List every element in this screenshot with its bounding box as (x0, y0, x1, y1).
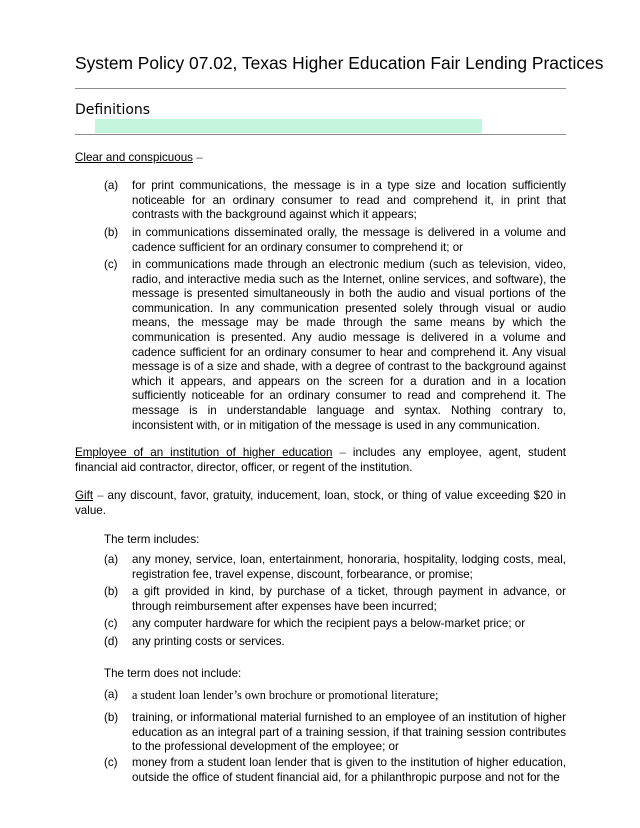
list-item-text: money from a student loan lender that is given to the institution of higher education, outside the office of student financial aid, for a philanthropic purpose and not for the (132, 756, 566, 784)
list-item-text: for print communications, the message is in a type size and location sufficiently noticeable for an ordinary consumer to read and comprehend it, in print that contrasts with the background against which it appears; (132, 179, 566, 222)
list-item-text: any money, service, loan, entertainment, honoraria, hospitality, lodging costs, meal, registration fee, travel expense, discount, forbearance, or promise; (132, 553, 566, 581)
document-title: System Policy 07.02, Texas Higher Education Fair Lending Practices (75, 53, 604, 73)
list-item-label: (b) (104, 711, 119, 724)
definition-text: includes any employee, agent, student financial aid contractor, director, officer, or regent of the institution. (75, 446, 567, 474)
list-item-label: (a) (104, 179, 119, 192)
includes-intro: The term includes: (104, 533, 200, 546)
title-divider (75, 88, 566, 89)
definition-employee (75, 446, 566, 475)
list-item-label: (c) (104, 617, 118, 630)
text-highlight-band (95, 119, 482, 133)
definition-term: Gift (75, 489, 94, 502)
list-item-text: a student loan lender’s own brochure or promotional literature; (132, 688, 439, 702)
definition-clear-and-conspicuous (75, 151, 566, 166)
section-divider (75, 134, 566, 135)
list-item-label: (d) (104, 635, 119, 648)
list-item-label: (c) (104, 258, 118, 271)
list-item-text: a gift provided in kind, by purchase of a ticket, through payment in advance, or through reimbursement after expenses have been incurred; (132, 585, 566, 613)
section-heading: Definitions (75, 102, 151, 118)
definition-gift (75, 489, 566, 518)
definition-dash: – (196, 151, 203, 164)
definition-term: Clear and conspicuous (75, 151, 193, 164)
definition-text: any discount, favor, gratuity, inducement, loan, stock, or thing of value exceeding $20 in value. (75, 489, 566, 517)
list-item-text: in communications disseminated orally, the message is delivered in a volume and cadence sufficient for an ordinary consumer to comprehend it; or (132, 226, 566, 254)
definition-term: Employee of an institution of higher education (75, 446, 333, 459)
definition-dash: – (97, 489, 104, 502)
list-item-label: (c) (104, 756, 118, 769)
excludes-intro: The term does not include: (104, 667, 242, 680)
list-item-label: (b) (104, 226, 119, 239)
list-item-text: any computer hardware for which the recipient pays a below-market price; or (132, 617, 526, 630)
list-item-label: (b) (104, 585, 119, 598)
list-item-label: (a) (104, 688, 119, 701)
definition-dash: – (339, 446, 346, 459)
list-item-text: training, or informational material furnished to an employee of an institution of higher education as an integral part of a training session, if that training session contributes to the professional development of the employee; or (132, 711, 566, 754)
list-item-text: any printing costs or services. (132, 635, 285, 648)
list-item-text: in communications made through an electronic medium (such as television, video, radio, and interactive media such as the Internet, online services, and software), the message is presented simultaneously in both the audio and visual portions of the communication. In any communication presented solely through visual or audio means, the message may be made through the same means by which the communication is presented. Any audio message is delivered in a volume and cadence sufficient for an ordinary consumer to hear and comprehend it. Any visual message is of a size and shade, with a degree of contrast to the background against which it appears, and appears on the screen for a duration and in a location sufficiently noticeable for an ordinary consumer to read and comprehend it. The message is in understandable language and syntax. Nothing contrary to, inconsistent with, or in mitigation of the message is used in any communication. (132, 258, 566, 432)
list-item-label: (a) (104, 553, 119, 566)
